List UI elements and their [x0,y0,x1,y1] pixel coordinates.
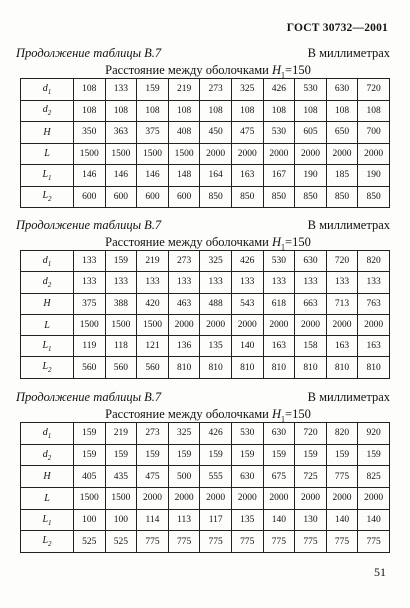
caption-symbol: H [272,407,282,421]
table-cell: 2000 [326,314,358,335]
table-cell: 219 [168,79,200,101]
table-cell: 2000 [137,488,169,510]
table-cell: 1500 [105,488,137,510]
table-cell: 525 [105,531,137,553]
table-cell: 775 [326,466,358,488]
table-cell: 810 [326,357,358,378]
table-cell: 630 [231,466,263,488]
row-label [21,251,74,272]
table-cell: 435 [105,466,137,488]
table-cell: 114 [137,509,169,531]
table-cell: 543 [231,293,263,314]
row-label [21,314,74,335]
table-cell: 850 [326,186,358,208]
table-cell: 163 [358,336,390,357]
table-cell: 1500 [105,143,137,165]
table-cell: 133 [168,272,200,293]
table-cell: 135 [200,336,232,357]
row-subscript: 2 [47,453,52,462]
table-cell: 325 [231,79,263,101]
table-cell: 108 [105,100,137,122]
table-cell: 159 [137,444,169,466]
table-cell: 159 [137,79,169,101]
row-symbol: d [42,275,48,287]
row-symbol: H [43,126,51,138]
table-cell: 850 [200,186,232,208]
table-cell: 118 [105,336,137,357]
table-cell: 720 [295,423,327,445]
table-cell: 133 [200,272,232,293]
dimension-table [20,422,390,553]
table-row [21,444,390,466]
table-cell: 763 [358,293,390,314]
row-label [21,165,74,187]
table-cell: 140 [326,509,358,531]
table-cell: 600 [168,186,200,208]
table-cell: 108 [358,100,390,122]
table-cell: 725 [295,466,327,488]
dimension-table [20,78,390,208]
row-subscript: 1 [47,431,52,440]
row-symbol: L [42,339,49,351]
table-row [21,165,390,187]
table-cell: 850 [263,186,295,208]
row-symbol: L [42,168,49,180]
units-label: В миллиметрах [307,218,390,232]
table-cell: 133 [74,272,106,293]
caption-text: Расстояние между оболочками [105,235,272,249]
table-row [21,531,390,553]
table-cell: 663 [295,293,327,314]
table-row [21,488,390,510]
table-cell: 100 [105,509,137,531]
table-cell: 159 [105,444,137,466]
table-cell: 1500 [168,143,200,165]
row-label [21,143,74,165]
table-cell: 825 [358,466,390,488]
table-cell: 475 [231,122,263,144]
table-cell: 463 [168,293,200,314]
table-cell: 108 [74,79,106,101]
table-cell: 850 [358,186,390,208]
continuation-label: Продолжение таблицы В.7 [16,390,162,404]
table-cell: 133 [105,79,137,101]
row-symbol: L [44,492,50,504]
units-label: В миллиметрах [307,390,390,404]
continuation-label: Продолжение таблицы В.7 [16,218,162,232]
table-cell: 121 [137,336,169,357]
table-caption [16,406,390,422]
table-cell: 158 [295,336,327,357]
table-cell: 630 [295,251,327,272]
table-cell: 2000 [200,314,232,335]
table-row [21,423,390,445]
table-cell: 273 [200,79,232,101]
caption-subscript: 1 [281,414,286,424]
table-cell: 325 [168,423,200,445]
table-cell: 375 [74,293,106,314]
table-cell: 605 [295,122,327,144]
table-cell: 426 [263,79,295,101]
table-cell: 159 [263,444,295,466]
row-label [21,336,74,357]
table-cell: 159 [231,444,263,466]
table-cell: 163 [231,165,263,187]
table-cell: 488 [200,293,232,314]
table-cell: 530 [295,79,327,101]
table-cell: 560 [105,357,137,378]
table-cell: 420 [137,293,169,314]
table-cell: 2000 [168,488,200,510]
row-label [21,423,74,445]
table-cell: 159 [74,444,106,466]
table-cell: 2000 [295,143,327,165]
caption-value: =150 [285,407,311,421]
table-cell: 600 [137,186,169,208]
table-cell: 426 [200,423,232,445]
table-cell: 405 [74,466,106,488]
table-cell: 2000 [231,488,263,510]
caption-subscript: 1 [281,242,286,252]
section-header [16,390,390,406]
table-cell: 108 [326,100,358,122]
table-cell: 600 [105,186,137,208]
table-cell: 775 [200,531,232,553]
table-section-1 [16,46,390,208]
table-cell: 2000 [358,314,390,335]
table-cell: 140 [358,509,390,531]
table-cell: 108 [74,100,106,122]
table-cell: 140 [263,509,295,531]
table-cell: 820 [326,423,358,445]
table-cell: 2000 [231,314,263,335]
table-cell: 108 [263,100,295,122]
table-cell: 133 [263,272,295,293]
table-cell: 159 [74,423,106,445]
table-cell: 140 [231,336,263,357]
caption-symbol: H [272,63,282,77]
table-cell: 700 [358,122,390,144]
row-label [21,272,74,293]
table-cell: 2000 [263,488,295,510]
row-label [21,466,74,488]
row-subscript: 1 [48,173,52,182]
table-cell: 775 [263,531,295,553]
table-cell: 130 [295,509,327,531]
row-symbol: d [42,104,48,116]
table-cell: 108 [168,100,200,122]
table-cell: 146 [74,165,106,187]
table-cell: 630 [263,423,295,445]
table-cell: 185 [326,165,358,187]
caption-value: =150 [285,235,311,249]
table-cell: 475 [137,466,169,488]
dimension-table [20,250,390,379]
table-cell: 133 [137,272,169,293]
table-cell: 560 [137,357,169,378]
table-cell: 450 [200,122,232,144]
row-symbol: d [42,426,48,438]
table-cell: 100 [74,509,106,531]
table-cell: 810 [295,357,327,378]
table-caption [16,234,390,250]
table-cell: 273 [137,423,169,445]
table-cell: 1500 [137,143,169,165]
table-row [21,79,390,101]
table-cell: 159 [326,444,358,466]
table-cell: 2000 [200,488,232,510]
table-cell: 408 [168,122,200,144]
row-label [21,100,74,122]
table-row [21,509,390,531]
table-row [21,100,390,122]
table-cell: 375 [137,122,169,144]
row-label [21,186,74,208]
row-symbol: H [43,471,51,483]
table-cell: 119 [74,336,106,357]
row-label [21,444,74,466]
table-cell: 500 [168,466,200,488]
row-symbol: L [42,513,49,525]
table-section-3 [16,390,390,553]
table-cell: 159 [358,444,390,466]
caption-value: =150 [285,63,311,77]
row-symbol: L [44,319,50,331]
table-cell: 560 [74,357,106,378]
table-cell: 108 [231,100,263,122]
row-subscript: 2 [48,540,52,549]
row-symbol: L [44,148,50,160]
caption-subscript: 1 [281,70,286,80]
table-row [21,336,390,357]
table-cell: 146 [137,165,169,187]
table-cell: 618 [263,293,295,314]
table-row [21,314,390,335]
table-cell: 146 [105,165,137,187]
row-symbol: L [42,361,49,373]
table-cell: 136 [168,336,200,357]
table-caption [16,62,390,78]
table-cell: 775 [168,531,200,553]
table-row [21,293,390,314]
table-cell: 133 [231,272,263,293]
table-cell: 530 [263,251,295,272]
row-label [21,357,74,378]
table-cell: 525 [74,531,106,553]
table-cell: 190 [295,165,327,187]
table-cell: 720 [358,79,390,101]
table-cell: 108 [137,100,169,122]
row-symbol: L [42,190,49,202]
row-subscript: 1 [47,259,52,268]
row-subscript: 2 [48,366,52,375]
table-cell: 2000 [263,143,295,165]
page-number: 51 [374,565,386,579]
row-subscript: 1 [48,518,52,527]
row-subscript: 1 [48,344,52,353]
units-label: В миллиметрах [307,46,390,60]
row-symbol: d [42,82,48,94]
table-cell: 363 [105,122,137,144]
table-cell: 713 [326,293,358,314]
table-cell: 720 [326,251,358,272]
row-label [21,293,74,314]
row-subscript: 1 [47,87,52,96]
table-cell: 135 [231,509,263,531]
table-cell: 219 [137,251,169,272]
table-cell: 810 [200,357,232,378]
row-symbol: d [42,254,48,266]
table-cell: 163 [326,336,358,357]
row-subscript: 2 [48,195,52,204]
table-row [21,466,390,488]
table-cell: 2000 [326,488,358,510]
table-cell: 350 [74,122,106,144]
table-cell: 190 [358,165,390,187]
table-cell: 775 [326,531,358,553]
row-label [21,531,74,553]
table-cell: 159 [105,251,137,272]
standard-header: ГОСТ 30732—2001 [286,22,388,34]
table-cell: 850 [231,186,263,208]
table-cell: 159 [200,444,232,466]
row-symbol: L [42,535,49,547]
table-cell: 133 [74,251,106,272]
table-cell: 159 [295,444,327,466]
table-row [21,186,390,208]
table-row [21,357,390,378]
table-cell: 113 [168,509,200,531]
table-cell: 133 [358,272,390,293]
table-cell: 2000 [326,143,358,165]
table-cell: 1500 [137,314,169,335]
table-cell: 2000 [358,488,390,510]
table-cell: 163 [263,336,295,357]
table-cell: 2000 [263,314,295,335]
table-cell: 775 [137,531,169,553]
table-cell: 219 [105,423,137,445]
row-subscript: 2 [47,109,52,118]
table-cell: 2000 [200,143,232,165]
table-cell: 108 [295,100,327,122]
row-label [21,488,74,510]
row-label [21,79,74,101]
table-cell: 650 [326,122,358,144]
row-symbol: H [43,298,51,310]
table-cell: 148 [168,165,200,187]
caption-symbol: H [272,235,282,249]
table-row [21,251,390,272]
table-cell: 675 [263,466,295,488]
table-cell: 810 [358,357,390,378]
table-row [21,143,390,165]
table-cell: 630 [326,79,358,101]
table-cell: 600 [74,186,106,208]
table-section-2 [16,218,390,379]
table-cell: 555 [200,466,232,488]
row-label [21,122,74,144]
table-cell: 133 [105,272,137,293]
table-cell: 164 [200,165,232,187]
caption-text: Расстояние между оболочками [105,407,272,421]
table-cell: 426 [231,251,263,272]
table-cell: 775 [358,531,390,553]
row-label [21,509,74,531]
continuation-label: Продолжение таблицы В.7 [16,46,162,60]
row-subscript: 2 [47,280,52,289]
table-row [21,122,390,144]
table-cell: 167 [263,165,295,187]
table-cell: 2000 [295,314,327,335]
section-header [16,218,390,234]
table-cell: 2000 [295,488,327,510]
caption-text: Расстояние между оболочками [105,63,272,77]
section-header [16,46,390,62]
table-cell: 820 [358,251,390,272]
table-cell: 810 [263,357,295,378]
table-cell: 2000 [168,314,200,335]
table-row [21,272,390,293]
row-symbol: d [42,448,48,460]
table-cell: 775 [231,531,263,553]
table-cell: 1500 [74,314,106,335]
table-cell: 388 [105,293,137,314]
table-cell: 850 [295,186,327,208]
table-cell: 810 [168,357,200,378]
table-cell: 810 [231,357,263,378]
table-cell: 2000 [358,143,390,165]
table-cell: 325 [200,251,232,272]
table-cell: 1500 [74,143,106,165]
table-cell: 1500 [74,488,106,510]
table-cell: 775 [295,531,327,553]
table-cell: 133 [326,272,358,293]
table-cell: 117 [200,509,232,531]
table-cell: 273 [168,251,200,272]
table-cell: 159 [168,444,200,466]
table-cell: 133 [295,272,327,293]
table-cell: 2000 [231,143,263,165]
table-cell: 1500 [105,314,137,335]
table-cell: 530 [263,122,295,144]
table-cell: 530 [231,423,263,445]
table-cell: 920 [358,423,390,445]
table-cell: 108 [200,100,232,122]
